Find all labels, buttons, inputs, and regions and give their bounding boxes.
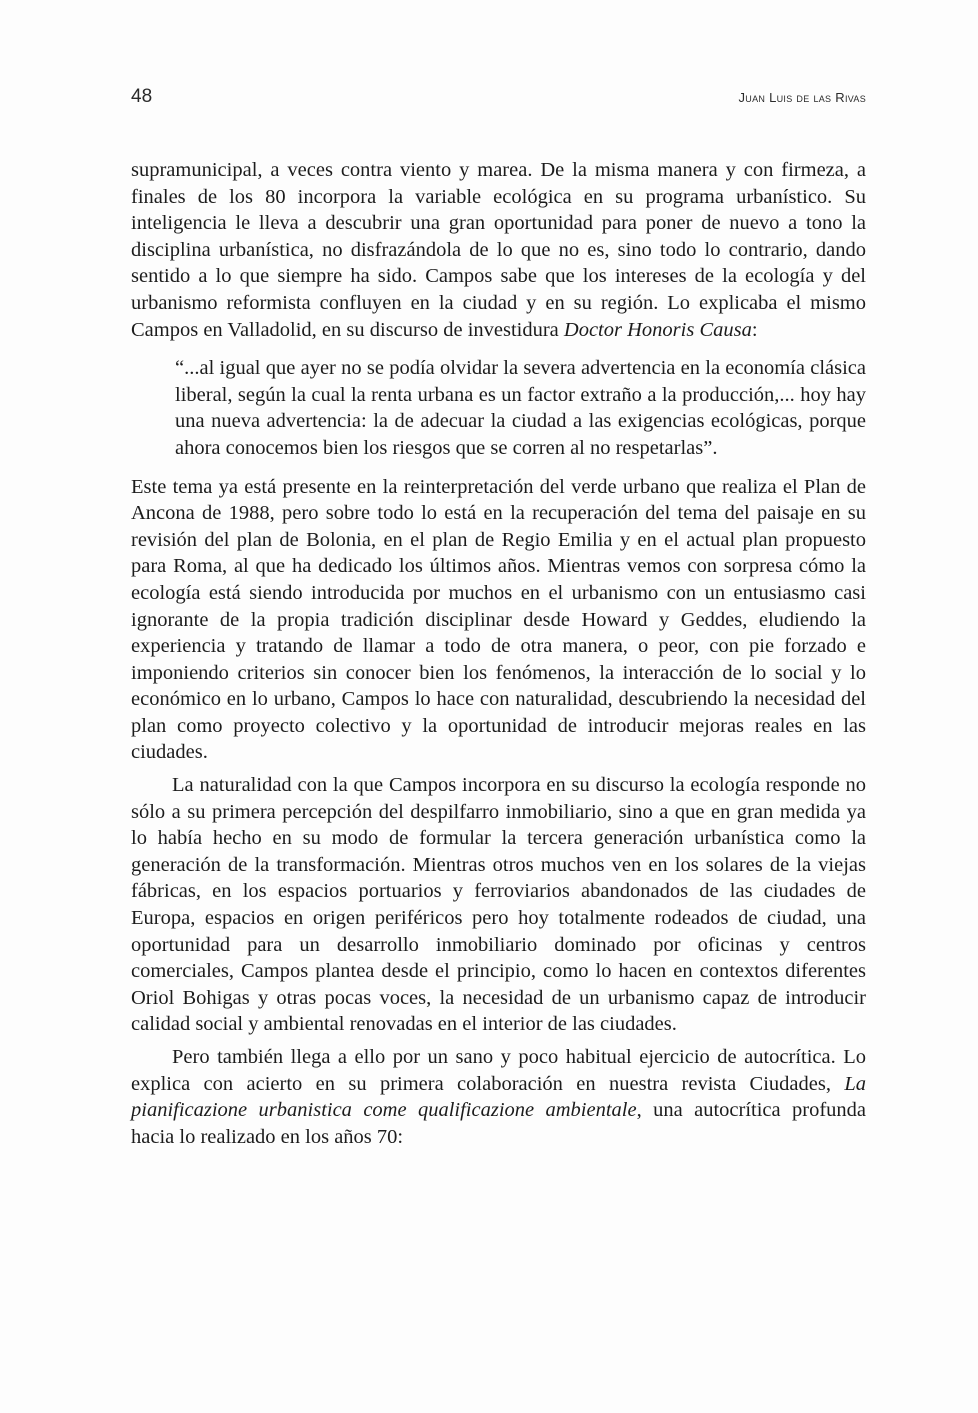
paragraph-1-end: : — [751, 318, 758, 341]
running-head-author: Juan Luis de las Rivas — [738, 90, 866, 105]
paragraph-1-italic: Doctor Honoris Causa — [563, 318, 752, 341]
body-text — [131, 157, 866, 1150]
block-quote: “...al igual que ayer no se podía olvidar la severa advertencia en la economía clásica liberal, según la cual la renta urbana es un factor extraño a la producción,... hoy hay una nueva advertencia: la de adecuar la ciudad a las exigencias ecológicas, porque ahora conocemos bien los riesgos que se corren al no respetarlas”. — [175, 357, 866, 459]
page-number: 48 — [131, 86, 153, 107]
paragraph-4-italic: La pianificazione urbanistica come qualificazione ambientale — [131, 1072, 866, 1122]
paragraph-1-text: supramunicipal, a veces contra viento y marea. De la misma manera y con firmeza, a finales de los 80 incorpora la variable ecológica en su programa urbanístico. Su inteligencia le lleva a descubrir una gran oportunidad para poner de nuevo a tono la disciplina urbanística, no disfrazándola de lo que no es, sino todo lo contrario, dando sentido a lo que siempre ha sido. Campos sabe que los intereses de la ecología y del urbanismo reformista confluyen en la ciudad y en su región. Lo explicaba el mismo Campos en Valladolid, en su discurso de investidura — [131, 159, 866, 341]
paragraph-4 — [131, 1044, 866, 1150]
paragraph-3: La naturalidad con la que Campos incorpora en su discurso la ecología responde no sólo a su primera percepción del despilfarro inmobiliario, sino a que en gran medida ya lo había hecho en su modo de formular la tercera generación urbanística como la generación de la transformación. Mientras otros muchos ven en los solares de la viejas fábricas, en los espacios portuarios y ferroviarios abandonados de las ciudades de Europa, espacios en origen periféricos pero hoy totalmente rodeados de ciudad, una oportunidad para un desarrollo inmobiliario dominado por oficinas y centros comerciales, Campos plantea desde el principio, como lo hacen en contextos diferentes Oriol Bohigas y otras pocas voces, la necesidad de un urbanismo capaz de introducir calidad social y ambiental renovadas en el interior de las ciudades. — [131, 774, 866, 1036]
running-head — [131, 86, 866, 114]
paragraph-1 — [131, 157, 866, 343]
paragraph-4-end: , una autocrítica profunda hacia lo realizado en los años 70: — [131, 1099, 866, 1148]
paragraph-2: Este tema ya está presente en la reinterpretación del verde urbano que realiza el Plan de Ancona de 1988, pero sobre todo lo está en la recuperación del tema del paisaje en su revisión del plan de Bolonia, en el plan de Regio Emilia y en el actual plan propuesto para Roma, al que ha dedicado los últimos años. Mientras vemos con sorpresa cómo la ecología está siendo introducida por muchos en el urbanismo con un entusiasmo casi ignorante de la propia tradición disciplinar desde Howard y Geddes, eludiendo la experiencia y tratando de llamar a todo de otra manera, o peor, con pie forzado e imponiendo criterios sin conocer bien los fenómenos, la interacción de lo social y lo económico en lo urbano, Campos lo hace con naturalidad, descubriendo la necesidad del plan como proyecto colectivo y la oportunidad de introducir mejoras reales en las ciudades. — [131, 475, 866, 764]
paragraph-4-text: Pero también llega a ello por un sano y poco habitual ejercicio de autocrítica. Lo explica con acierto en su primera colaboración en nuestra revista Ciudades, — [131, 1046, 866, 1095]
